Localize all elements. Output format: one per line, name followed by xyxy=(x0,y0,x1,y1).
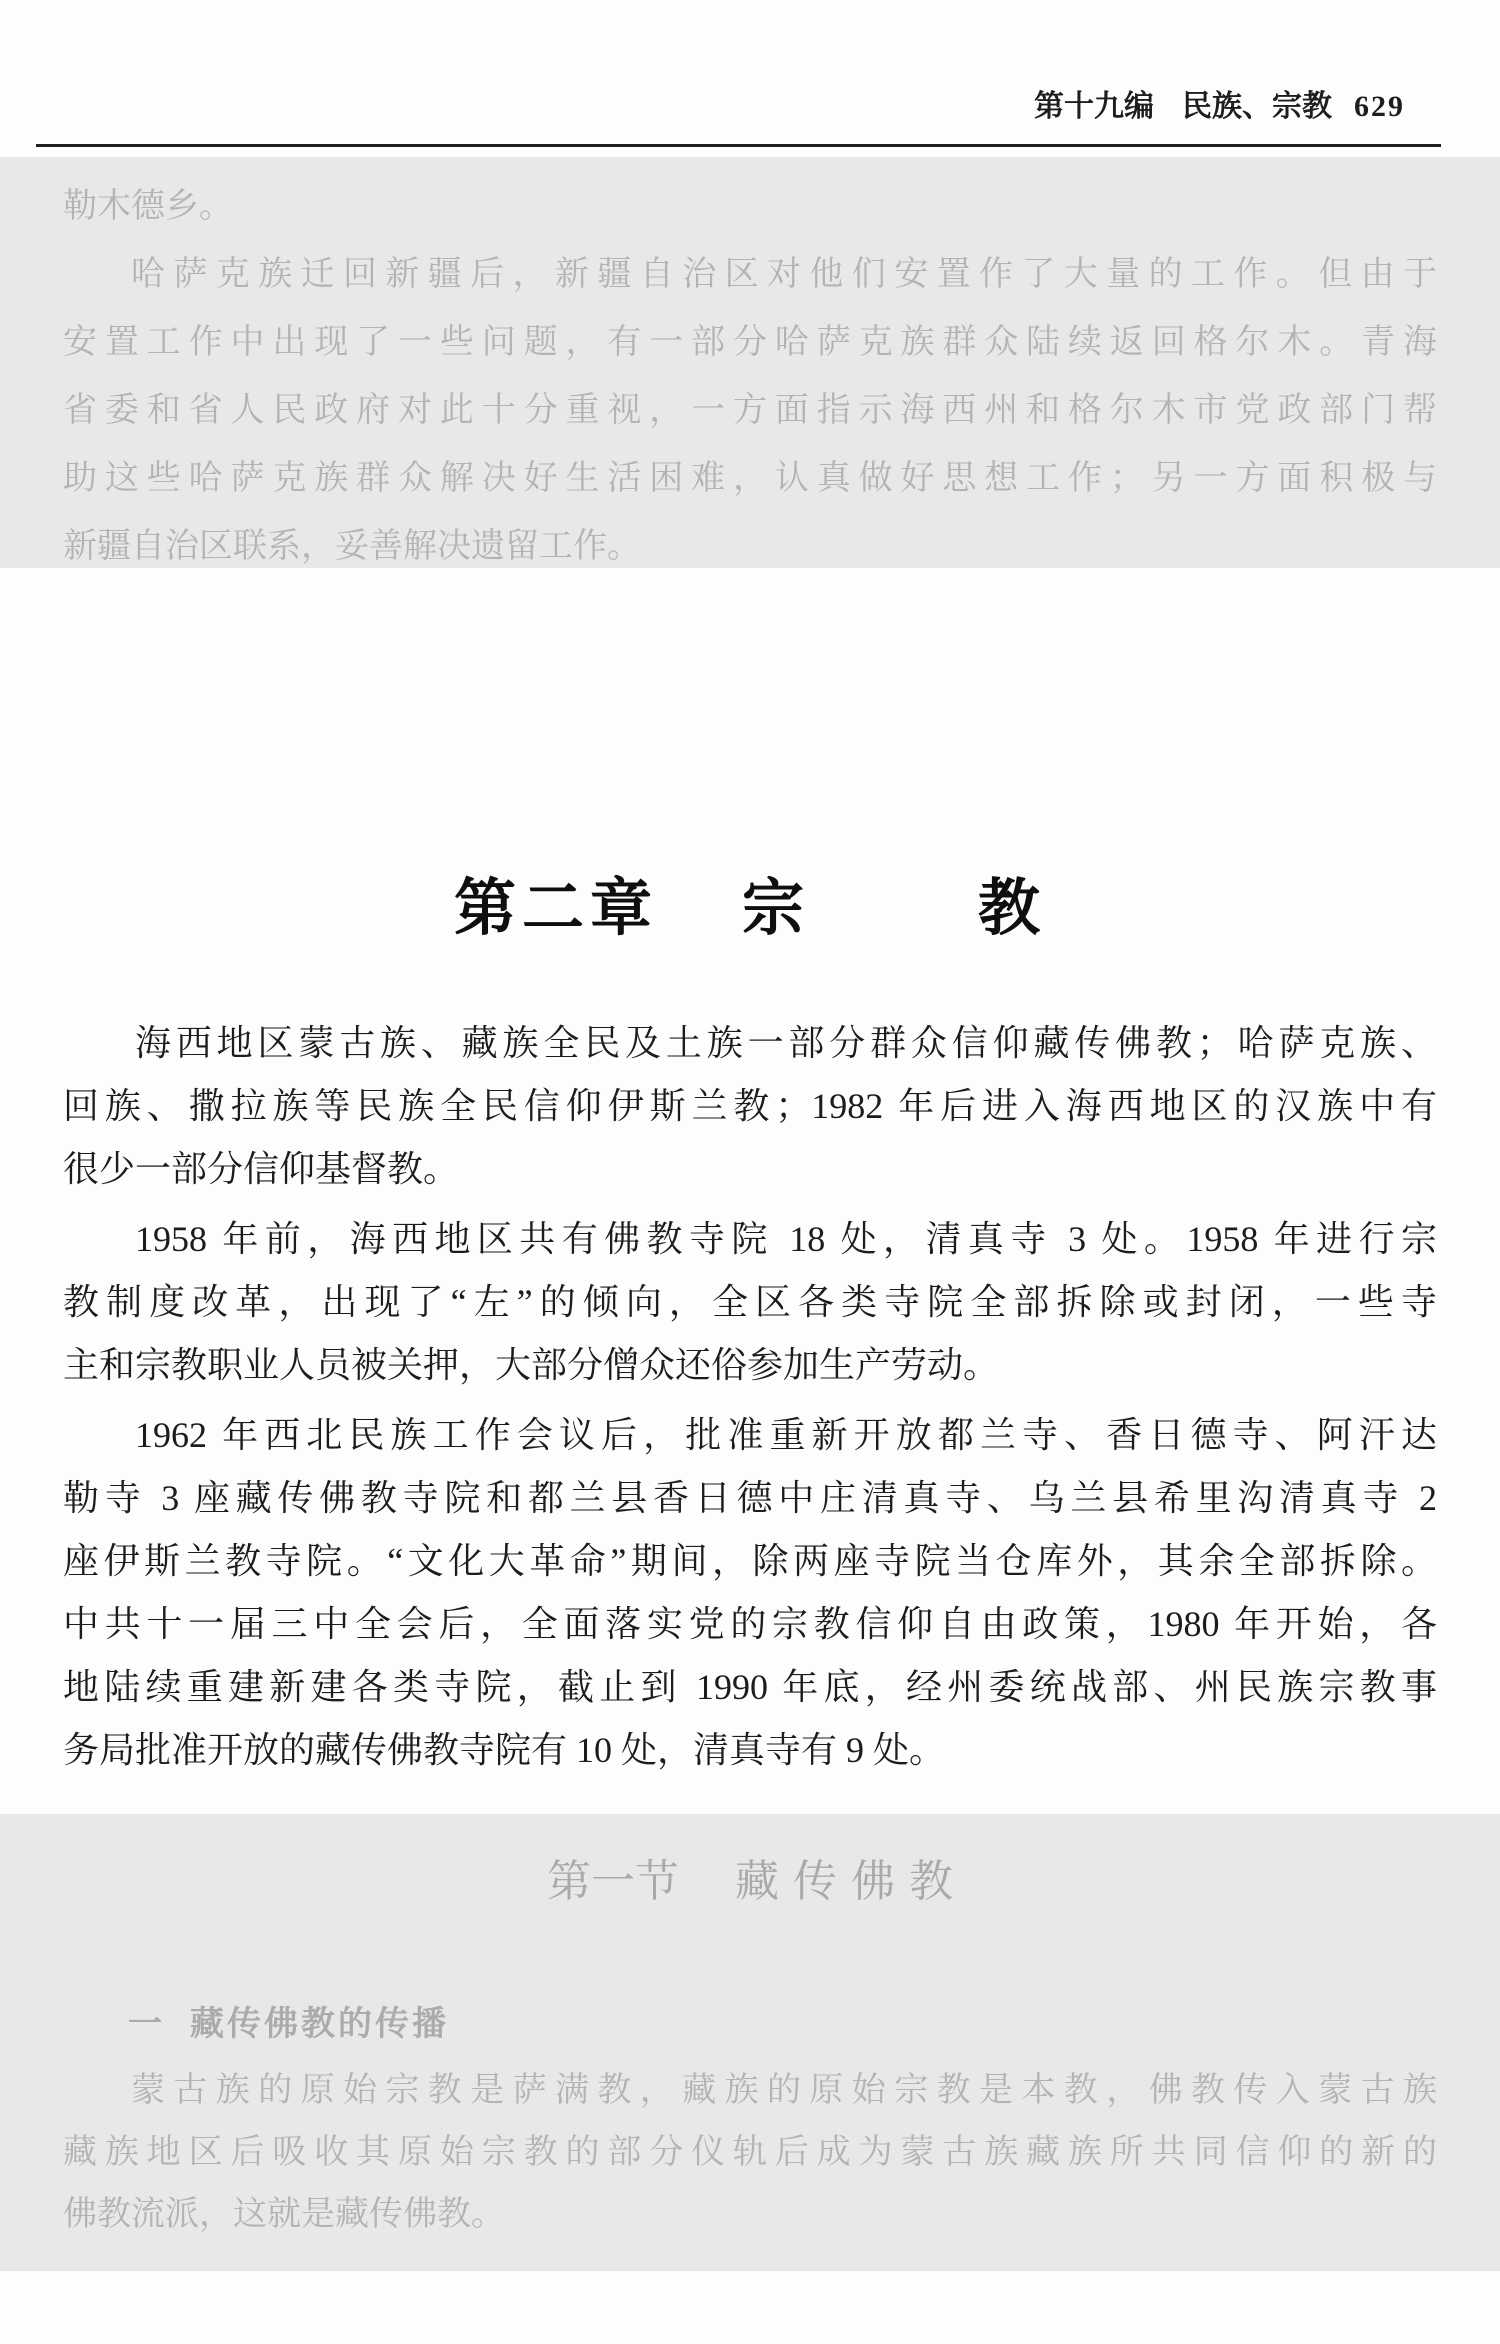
text-line: 很少一部分信仰基督教。 xyxy=(63,1149,460,1189)
continuation-text xyxy=(63,173,1437,581)
text-line: 蒙古族的原始宗教是萨满教，藏族的原始宗教是本教，佛教传入蒙古族 xyxy=(131,2072,1437,2109)
running-head xyxy=(1034,92,1405,122)
text-line: 教制度改革，出现了“左”的倾向，全区各类寺院全部拆除或封闭，一些寺 xyxy=(63,1282,1437,1322)
text-line: 佛教流派，这就是藏传佛教。 xyxy=(63,2196,505,2233)
text-line: 主和宗教职业人员被关押，大部分僧众还俗参加生产劳动。 xyxy=(63,1345,1000,1385)
subsection-heading xyxy=(128,2006,449,2043)
header-rule xyxy=(36,144,1441,147)
running-head-section: 民族、宗教 xyxy=(1182,90,1332,123)
text-line: 中共十一届三中全会后，全面落实党的宗教信仰自由政策，1980 年开始，各 xyxy=(63,1604,1437,1644)
text-line: 1962 年西北民族工作会议后，批准重新开放都兰寺、香日德寺、阿汗达 xyxy=(135,1415,1437,1455)
previous-page-continuation-block xyxy=(0,157,1500,568)
subsection-number: 一 xyxy=(128,2006,162,2043)
text-line: 哈萨克族迁回新疆后，新疆自治区对他们安置作了大量的工作。但由于 xyxy=(131,256,1437,293)
section-name: 藏传佛教 xyxy=(735,1857,967,1906)
text-line: 1958 年前，海西地区共有佛教寺院 18 处，清真寺 3 处。1958 年进行宗 xyxy=(135,1219,1437,1259)
text-line: 地陆续重建新建各类寺院，截止到 1990 年底，经州委统战部、州民族宗教事 xyxy=(63,1667,1437,1707)
text-line: 回族、撒拉族等民族全民信仰伊斯兰教；1982 年后进入海西地区的汉族中有 xyxy=(63,1086,1437,1126)
page-number: 629 xyxy=(1354,90,1405,123)
chapter-body xyxy=(63,1012,1437,1782)
section-title xyxy=(0,1852,1500,1912)
chapter-title xyxy=(0,872,1500,946)
text-line: 勒寺 3 座藏传佛教寺院和都兰县香日德中庄清真寺、乌兰县希里沟清真寺 2 xyxy=(63,1478,1437,1518)
text-line: 助这些哈萨克族群众解决好生活困难，认真做好思想工作；另一方面积极与 xyxy=(63,460,1437,497)
text-line: 安置工作中出现了一些问题，有一部分哈萨克族群众陆续返回格尔木。青海 xyxy=(63,324,1437,361)
text-line: 务局批准开放的藏传佛教寺院有 10 处，清真寺有 9 处。 xyxy=(63,1730,946,1770)
chapter-name-char: 宗 xyxy=(741,875,810,943)
section-number: 第一节 xyxy=(547,1857,679,1906)
text-line: 海西地区蒙古族、藏族全民及土族一部分群众信仰藏传佛教；哈萨克族、 xyxy=(135,1023,1437,1063)
chapter-body-text xyxy=(63,1012,1437,1782)
text-line: 藏族地区后吸收其原始宗教的部分仪轨后成为蒙古族藏族所共同信仰的新的 xyxy=(63,2134,1437,2171)
text-line: 座伊斯兰教寺院。“文化大革命”期间，除两座寺院当仓库外，其余全部拆除。 xyxy=(63,1541,1437,1581)
subsection-title: 藏传佛教的传播 xyxy=(190,2006,449,2043)
subsection-text xyxy=(63,2060,1437,2246)
text-line: 勒木德乡。 xyxy=(63,188,233,225)
text-line: 省委和省人民政府对此十分重视，一方面指示海西州和格尔木市党政部门帮 xyxy=(63,392,1437,429)
section-one-block xyxy=(0,1814,1500,2271)
chapter-number: 第二章 xyxy=(453,875,658,943)
running-head-volume: 第十九编 xyxy=(1034,90,1154,123)
chapter-name-char: 教 xyxy=(978,875,1047,943)
text-line: 新疆自治区联系，妥善解决遗留工作。 xyxy=(63,528,641,565)
